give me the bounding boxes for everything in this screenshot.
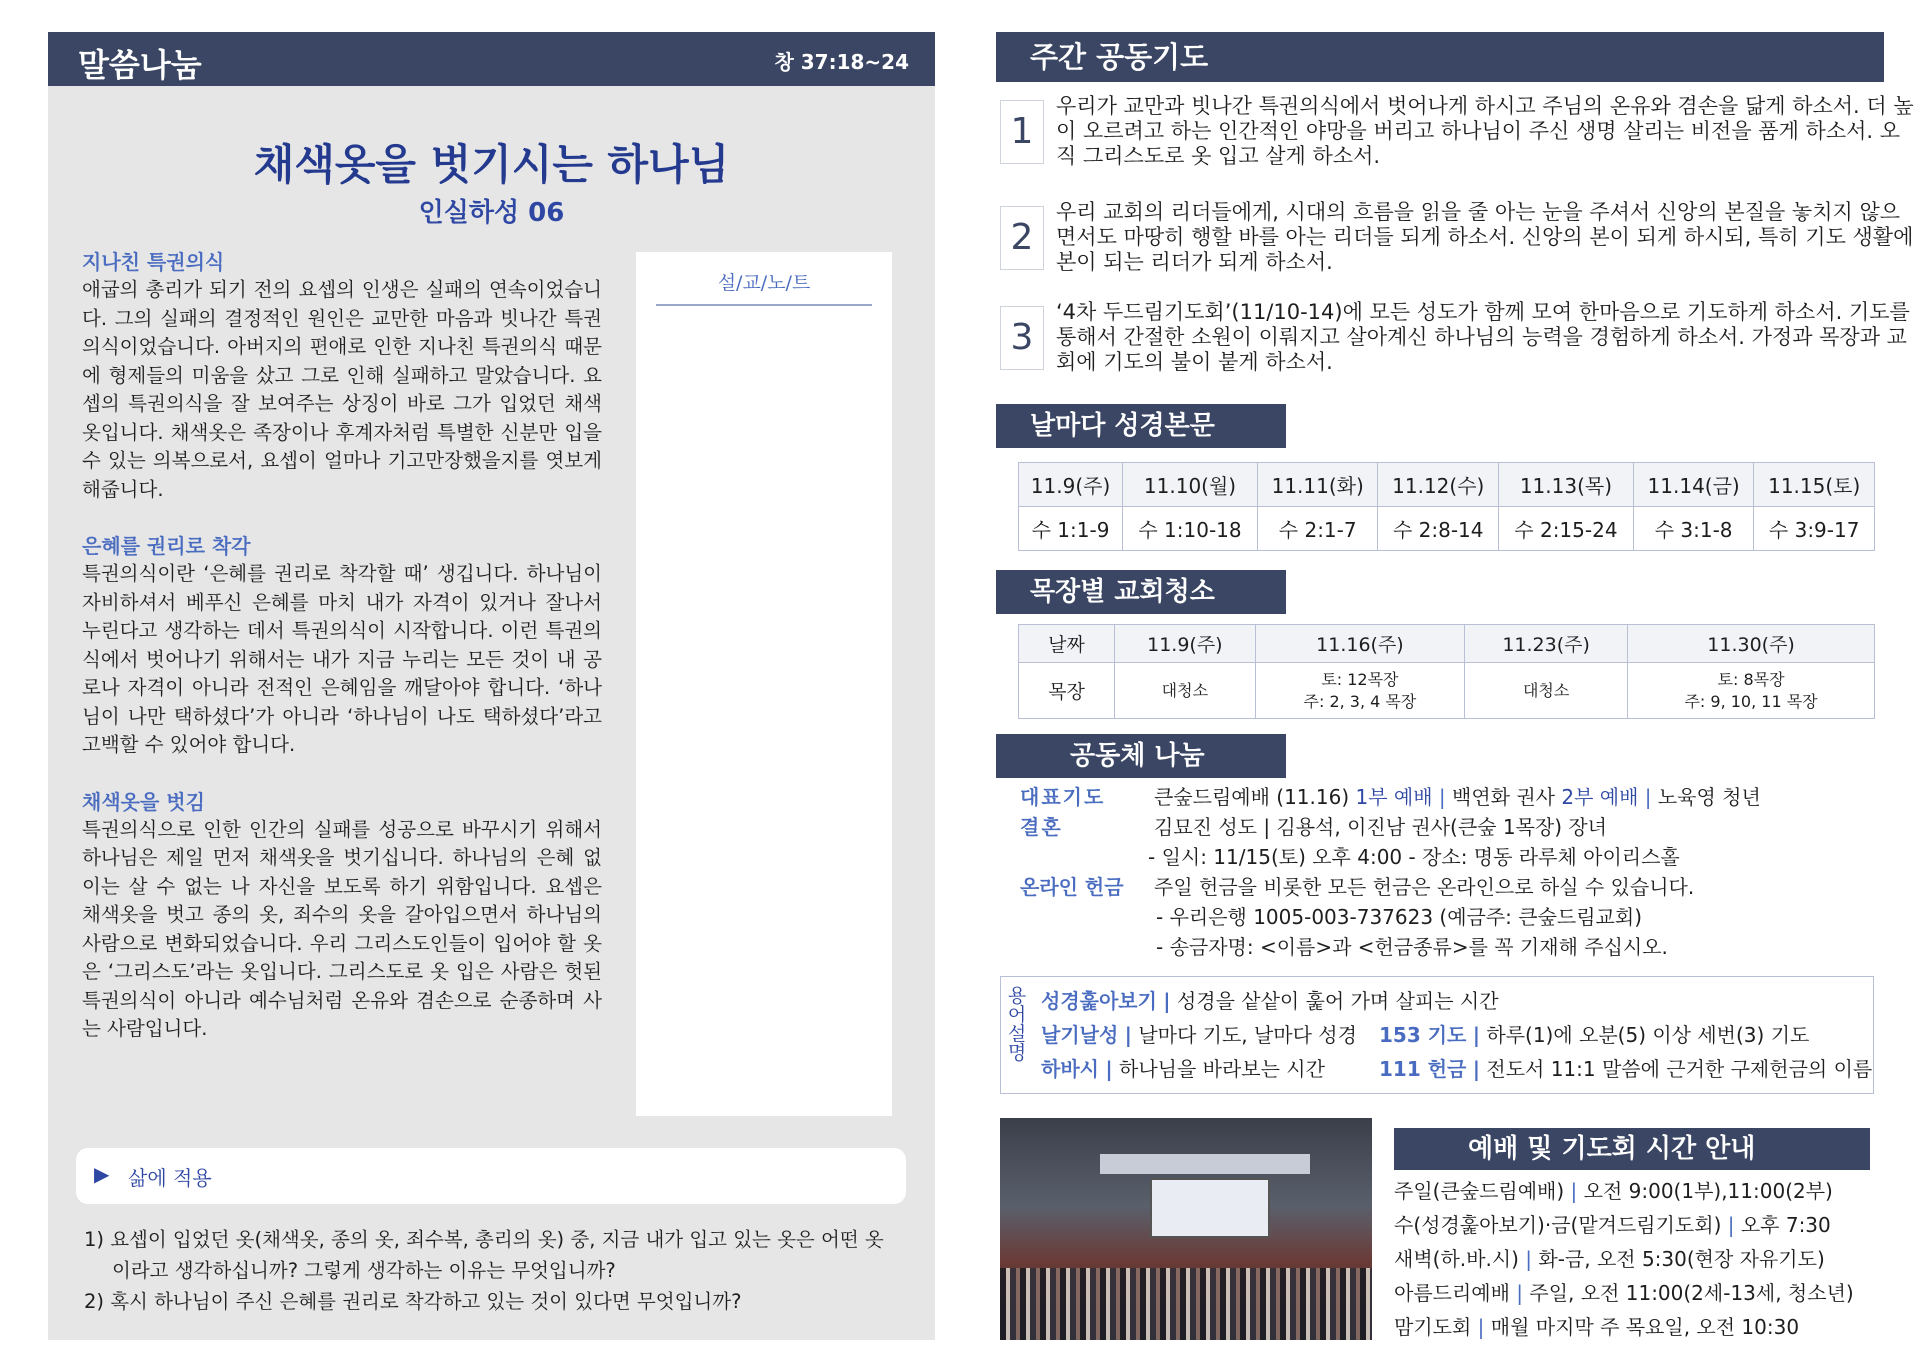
date-cell: 11.10(월) — [1123, 463, 1258, 507]
group-line: 대청소 — [1522, 680, 1570, 700]
cleaning-table — [1018, 624, 1875, 719]
sender-note-row — [1020, 932, 1880, 962]
table-row — [1019, 663, 1875, 719]
prayer-text: ‘4차 두드림기도회’(11/10-14)에 모든 성도가 함께 모여 한마음으로 기도하게 하소서. 기도를 통해서 간절한 소원이 이뤄지고 살아계신 하나님의 능력을 경험하게 하소서. 가정과 목장과 교회에 기도의 불이 붙게 하소서. — [1056, 300, 1910, 374]
separator: | — [1644, 785, 1652, 809]
passage-cell: 수 1:1-9 — [1019, 507, 1123, 551]
photo-banner — [1100, 1154, 1310, 1174]
section-title: 말씀나눔 — [78, 46, 202, 84]
wedding-row — [1020, 812, 1880, 842]
service-time: 오후 7:30 — [1740, 1213, 1831, 1237]
daily-bible-table — [1018, 462, 1875, 551]
group-cell — [1628, 663, 1875, 719]
date-cell: 11.9(주) — [1019, 463, 1123, 507]
service-time-row — [1394, 1242, 1874, 1276]
passage-cell: 수 2:1-7 — [1257, 507, 1378, 551]
bank-row — [1020, 902, 1880, 932]
separator: | — [1438, 785, 1446, 809]
service-part: 1부 예배 — [1355, 785, 1433, 809]
wedding-label: 결혼 — [1020, 815, 1063, 839]
date-cell: 11.30(주) — [1628, 625, 1875, 663]
apply-section-bar — [76, 1148, 906, 1204]
prayer-number: 1 — [1000, 100, 1044, 164]
rep-prayer-label: 대표기도 — [1020, 785, 1106, 809]
service-time-row — [1394, 1174, 1874, 1208]
separator: | — [1163, 989, 1171, 1013]
sermon-subtitle: 인실하성 06 — [418, 198, 565, 228]
glossary-item — [1379, 1053, 1872, 1082]
prayer-header: 주간 공동기도 — [996, 32, 1884, 82]
passage-cell: 수 2:15-24 — [1499, 507, 1634, 551]
group-cell — [1115, 663, 1256, 719]
group-cell — [1255, 663, 1464, 719]
prayer-number: 3 — [1000, 306, 1044, 370]
passage-cell: 수 3:1-8 — [1633, 507, 1754, 551]
glossary-term: 111 헌금 — [1379, 1057, 1467, 1081]
glossary-item — [1041, 1053, 1325, 1082]
glossary-desc: 하나님을 바라보는 시간 — [1119, 1057, 1325, 1081]
question-item: 1) 요셉이 입었던 옷(채색옷, 종의 옷, 죄수복, 총리의 옷) 중, 지금 내가 입고 있는 옷은 어떤 옷이라고 생각하십니까? 그렇게 생각하는 이유는 무엇입니까? — [84, 1228, 884, 1282]
date-cell: 11.12(수) — [1378, 463, 1499, 507]
photo-screen — [1150, 1178, 1270, 1238]
group-line: 주: 9, 10, 11 목장 — [1684, 691, 1818, 711]
photo-crowd — [1000, 1268, 1372, 1340]
glossary-term: 153 기도 — [1379, 1023, 1467, 1047]
service-times-header: 예배 및 기도회 시간 안내 — [1394, 1128, 1870, 1170]
person-name: 노육영 청년 — [1657, 785, 1761, 809]
sermon-title: 채색옷을 벗기시는 하나님 — [253, 140, 730, 189]
passage-cell: 수 1:10-18 — [1123, 507, 1258, 551]
service-part: 2부 예배 — [1561, 785, 1639, 809]
passage-cell: 수 2:8-14 — [1378, 507, 1499, 551]
glossary-item — [1041, 1019, 1357, 1048]
notes-title: 설/교/노/트 — [717, 272, 811, 294]
glossary-desc: 하루(1)에 오분(5) 이상 세번(3) 기도 — [1486, 1023, 1810, 1047]
paragraph-heading: 은혜를 권리로 착각 — [82, 534, 251, 558]
separator: | — [1516, 1281, 1524, 1305]
date-cell: 11.23(주) — [1465, 625, 1628, 663]
sermon-page — [48, 32, 935, 1340]
online-offering-row — [1020, 872, 1880, 902]
paragraph-text: 특권의식이란 ‘은혜를 권리로 착각할 때’ 생깁니다. 하나님이 자비하셔서 베푸신 은혜를 마치 내가 자격이 있거나 잘나서 누린다고 생각하는 데서 특권의식이 시작합니다. 이런 특권의식에서 벗어나기 위해서는 내가 지금 누리는 모든 것이 내 공로나 자격이 아니라 전적인 은혜임을 깨달아야 합니다. ‘하나님이 나만 택하셨다’가 아니라 ‘하나님이 나도 택하셨다’라고 고백할 수 있어야 합니다. — [82, 562, 602, 756]
glossary-term: 하바시 — [1041, 1057, 1099, 1081]
separator: | — [1124, 1023, 1132, 1047]
play-triangle-icon: ▶ — [94, 1162, 110, 1186]
service-time-row — [1394, 1276, 1874, 1310]
sermon-body — [82, 248, 602, 1072]
service-time: 매월 마지막 주 목요일, 오전 10:30 — [1490, 1315, 1800, 1339]
separator: | — [1525, 1247, 1533, 1271]
question-item: 2) 혹시 하나님이 주신 은혜를 권리로 착각하고 있는 것이 있다면 무엇입니까? — [84, 1290, 742, 1313]
person-name: 백연화 권사 — [1452, 785, 1555, 809]
bank-account: - 우리은행 1005-003-737623 (예금주: 큰숲드림교회) — [1156, 905, 1643, 929]
glossary-label: 용어설명 — [1007, 985, 1027, 1064]
paragraph-text: 애굽의 총리가 되기 전의 요셉의 인생은 실패의 연속이었습니다. 그의 실패의 결정적인 원인은 교만한 마음과 빗나간 특권의식이었습니다. 아버지의 편애로 인한 지나친 특권의식 때문에 형제들의 미움을 샀고 그로 인해 실패하고 말았습니다. 요셉의 특권의식을 잘 보여주는 상징이 바로 그가 입었던 채색옷입니다. 채색옷은 족장이나 후계자처럼 특별한 신분만 입을 수 있는 의복으로서, 요셉이 얼마나 기고만장했을지를 엿보게 해줍니다. — [82, 278, 602, 501]
service-time-row — [1394, 1208, 1874, 1242]
glossary-box — [1000, 976, 1874, 1094]
glossary-desc: 날마다 기도, 날마다 성경 — [1138, 1023, 1357, 1047]
passage-cell: 수 3:9-17 — [1754, 507, 1875, 551]
cleaning-header: 목장별 교회청소 — [996, 570, 1286, 614]
service-name: 새벽(하.바.시) — [1394, 1247, 1519, 1271]
sermon-header — [48, 32, 935, 86]
date-cell: 11.16(주) — [1255, 625, 1464, 663]
glossary-desc: 성경을 샅샅이 훑어 가며 살피는 시간 — [1176, 989, 1499, 1013]
service-time: 주일, 오전 11:00(2세-13세, 청소년) — [1529, 1281, 1854, 1305]
service-name: 아름드리예배 — [1394, 1281, 1510, 1305]
paragraph-heading: 지나친 특권의식 — [82, 250, 225, 274]
sermon-notes-box[interactable] — [636, 252, 892, 1116]
prayer-text: 우리가 교만과 빗나간 특권의식에서 벗어나게 하시고 주님의 온유와 겸손을 닮게 하소서. 더 높이 오르려고 하는 인간적인 야망을 버리고 하나님이 주신 생명 살리는 비전을 품게 하소서. 오직 그리스도로 옷 입고 살게 하소서. — [1056, 94, 1914, 168]
date-cell: 11.11(화) — [1257, 463, 1378, 507]
separator: | — [1472, 1023, 1481, 1047]
row-label: 목장 — [1019, 663, 1115, 719]
online-offering-label: 온라인 헌금 — [1020, 875, 1124, 899]
application-questions — [84, 1224, 884, 1317]
glossary-item — [1041, 985, 1499, 1014]
congregation-photo — [1000, 1118, 1372, 1340]
table-row — [1019, 507, 1875, 551]
separator: | — [1727, 1213, 1735, 1237]
group-cell — [1465, 663, 1628, 719]
service-time: 오전 9:00(1부),11:00(2부) — [1583, 1179, 1833, 1203]
date-cell: 11.13(목) — [1499, 463, 1634, 507]
group-line: 토: 12목장 — [1321, 669, 1399, 689]
service-name: 큰숲드림예배 (11.16) — [1154, 785, 1350, 809]
separator: | — [1477, 1315, 1485, 1339]
date-cell: 11.14(금) — [1633, 463, 1754, 507]
scripture-reference: 창 37:18~24 — [774, 50, 909, 74]
wedding-detail-row — [1020, 842, 1880, 872]
daily-bible-header: 날마다 성경본문 — [996, 404, 1286, 448]
service-times-list — [1394, 1174, 1874, 1344]
table-row — [1019, 625, 1875, 663]
prayer-number: 2 — [1000, 206, 1044, 270]
service-time: 화-금, 오전 5:30(현장 자유기도) — [1538, 1247, 1825, 1271]
community-news — [1020, 782, 1880, 962]
service-name: 수(성경훑아보기)·금(맡겨드림기도회) — [1394, 1213, 1722, 1237]
service-name: 주일(큰숲드림예배) — [1394, 1179, 1565, 1203]
glossary-desc: 전도서 11:1 말씀에 근거한 구제헌금의 이름 — [1486, 1057, 1873, 1081]
date-cell: 11.9(주) — [1115, 625, 1256, 663]
notes-divider — [656, 304, 872, 306]
glossary-term: 날기날성 — [1041, 1023, 1119, 1047]
group-line: 토: 8목장 — [1717, 669, 1785, 689]
service-name: 맘기도회 — [1394, 1315, 1472, 1339]
row-label: 날짜 — [1019, 625, 1115, 663]
wedding-detail: - 일시: 11/15(토) 오후 4:00 - 장소: 명동 라루체 아이리스홀 — [1148, 845, 1680, 869]
paragraph-text: 특권의식으로 인한 인간의 실패를 성공으로 바꾸시기 위해서 하나님은 제일 먼저 채색옷을 벗기십니다. 하나님의 은혜 없이는 살 수 없는 나 자신을 보도록 하기 위함입니다. 요셉은 채색옷을 벗고 종의 옷, 죄수의 옷을 갈아입으면서 하나님의 사람으로 변화되었습니다. 우리 그리스도인들이 입어야 할 옷은 ‘그리스도’라는 옷입니다. 그리스도로 옷 입은 사람은 헛된 특권의식이 아니라 예수님처럼 온유와 겸손으로 순종하며 사는 사람입니다. — [82, 817, 602, 1040]
group-line: 주: 2, 3, 4 목장 — [1303, 691, 1417, 711]
separator: | — [1105, 1057, 1113, 1081]
paragraph-heading: 채색옷을 벗김 — [82, 789, 205, 814]
group-line: 대청소 — [1161, 680, 1209, 700]
prayer-text: 우리 교회의 리더들에게, 시대의 흐름을 읽을 줄 아는 눈을 주셔서 신앙의 본질을 놓치지 않으면서도 마땅히 행할 바를 아는 리더들 되게 하소서. 신앙의 본이 되게 하시되, 특히 기도 생활에 본이 되는 리더가 되게 하소서. — [1056, 200, 1914, 274]
rep-prayer-row — [1020, 782, 1880, 812]
separator: | — [1472, 1057, 1481, 1081]
separator: | — [1570, 1179, 1578, 1203]
service-time-row — [1394, 1310, 1874, 1344]
glossary-term: 성경훑아보기 — [1041, 989, 1157, 1013]
rep-prayer-value — [1154, 782, 1761, 812]
date-cell: 11.15(토) — [1754, 463, 1875, 507]
glossary-item — [1379, 1019, 1809, 1048]
apply-label: 삶에 적용 — [128, 1166, 212, 1190]
online-offering-text: 주일 헌금을 비롯한 모든 헌금은 온라인으로 하실 수 있습니다. — [1154, 875, 1695, 899]
sender-note: - 송금자명: <이름>과 <헌금종류>를 꼭 기재해 주십시오. — [1156, 935, 1668, 959]
community-header: 공동체 나눔 — [996, 734, 1286, 778]
wedding-text: 김묘진 성도 | 김용석, 이진남 권사(큰숲 1목장) 장녀 — [1154, 815, 1608, 839]
table-row — [1019, 463, 1875, 507]
